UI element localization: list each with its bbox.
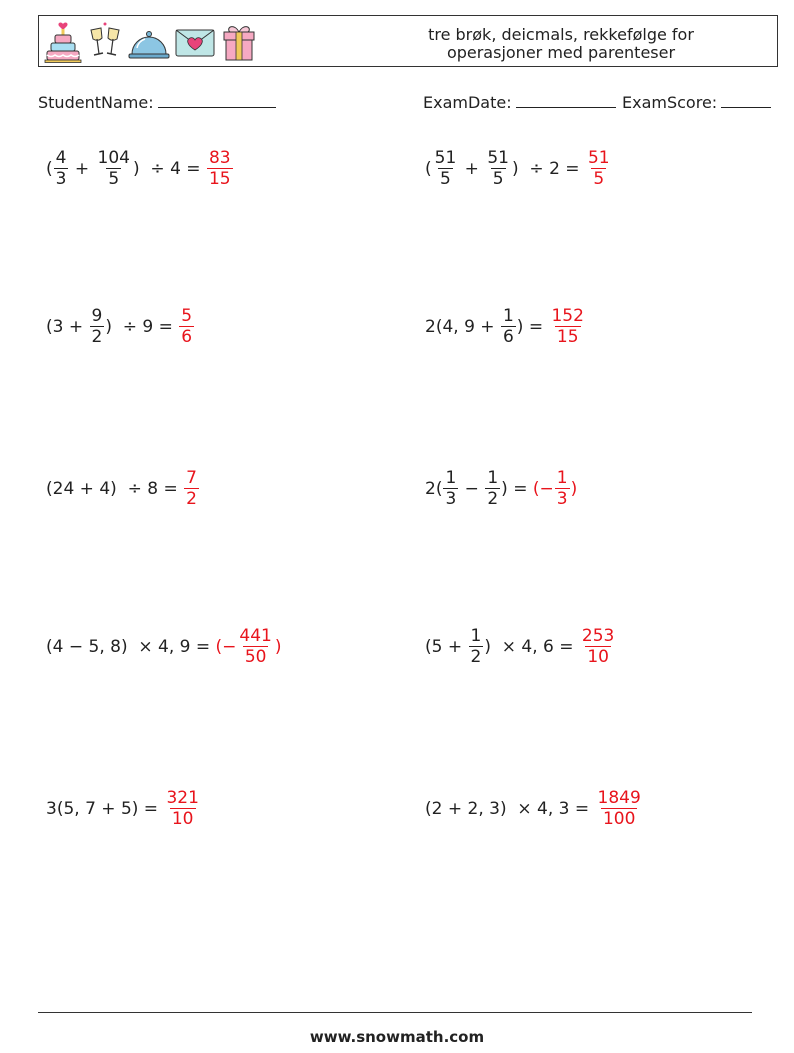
love-letter-icon bbox=[173, 20, 217, 64]
answer bbox=[533, 468, 577, 509]
answer bbox=[595, 788, 644, 829]
denominator: 10 bbox=[171, 809, 194, 829]
expression-text: 3(5, 7 + 5) = bbox=[46, 798, 164, 819]
problem-5 bbox=[46, 468, 200, 509]
expression-text: − bbox=[459, 478, 485, 499]
problem-8 bbox=[425, 626, 617, 667]
exam-date-blank[interactable] bbox=[516, 93, 616, 108]
expression-text: ) bbox=[570, 478, 578, 499]
denominator: 100 bbox=[602, 809, 636, 829]
fraction bbox=[207, 148, 233, 189]
serving-cloche-icon bbox=[127, 20, 171, 64]
numerator: 5 bbox=[181, 306, 193, 326]
numerator: 1 bbox=[445, 468, 457, 488]
denominator: 6 bbox=[181, 327, 193, 347]
problem-7 bbox=[46, 626, 282, 667]
denominator: 2 bbox=[487, 489, 499, 509]
student-name-label: StudentName: bbox=[38, 93, 154, 112]
numerator: 253 bbox=[581, 626, 615, 646]
denominator: 2 bbox=[186, 489, 197, 509]
expression-text: (24 + 4) ÷ 8 = bbox=[46, 478, 184, 499]
expression-text: 2(4, 9 + bbox=[425, 316, 500, 337]
fraction bbox=[443, 468, 458, 509]
expression-text: ) ÷ 9 = bbox=[105, 316, 179, 337]
expression-text: (4 − 5, 8) × 4, 9 = bbox=[46, 636, 216, 657]
problem-10 bbox=[425, 788, 644, 829]
fraction bbox=[433, 148, 459, 189]
problem-9 bbox=[46, 788, 202, 829]
denominator: 3 bbox=[55, 169, 67, 189]
problem-4 bbox=[425, 306, 587, 347]
denominator: 3 bbox=[445, 489, 457, 509]
expression-text: + bbox=[459, 158, 485, 179]
numerator: 9 bbox=[91, 306, 103, 326]
expression-text: ) bbox=[274, 636, 282, 657]
expression-text: (3 + bbox=[46, 316, 89, 337]
fraction bbox=[485, 468, 500, 509]
expression-text: (2 + 2, 3) × 4, 3 = bbox=[425, 798, 595, 819]
numerator: 83 bbox=[208, 148, 231, 168]
denominator: 5 bbox=[593, 169, 605, 189]
fraction bbox=[485, 148, 511, 189]
fraction bbox=[596, 788, 643, 829]
fraction bbox=[184, 468, 199, 509]
expression-text: (5 + bbox=[425, 636, 468, 657]
numerator: 1 bbox=[556, 468, 568, 488]
denominator: 2 bbox=[91, 327, 103, 347]
fraction bbox=[54, 148, 69, 189]
numerator: 7 bbox=[186, 468, 197, 488]
fraction bbox=[549, 306, 585, 347]
numerator: 1 bbox=[502, 306, 514, 326]
denominator: 5 bbox=[492, 169, 504, 189]
exam-score-field bbox=[622, 93, 771, 112]
answer bbox=[178, 306, 195, 347]
fraction bbox=[469, 626, 484, 667]
expression-text: + bbox=[69, 158, 95, 179]
fraction bbox=[90, 306, 105, 347]
footer-divider bbox=[38, 1012, 752, 1013]
answer bbox=[183, 468, 200, 509]
denominator: 5 bbox=[108, 169, 120, 189]
answer bbox=[163, 788, 201, 829]
expression-text: ( bbox=[46, 158, 53, 179]
fraction bbox=[580, 626, 616, 667]
expression-text: ) ÷ 2 = bbox=[511, 158, 585, 179]
answer bbox=[216, 626, 282, 667]
exam-score-label: ExamScore: bbox=[622, 93, 718, 112]
expression-text: ( bbox=[425, 158, 432, 179]
fraction bbox=[179, 306, 194, 347]
expression-text: ) = bbox=[516, 316, 549, 337]
exam-date-field bbox=[423, 93, 616, 112]
fraction bbox=[555, 468, 570, 509]
worksheet-title bbox=[401, 26, 721, 62]
answer bbox=[548, 306, 586, 347]
title-line-1: tre brøk, deicmals, rekkefølge for bbox=[428, 25, 694, 44]
title-line-2: operasjoner med parenteser bbox=[446, 43, 676, 62]
denominator: 15 bbox=[208, 169, 231, 189]
exam-date-label: ExamDate: bbox=[423, 93, 512, 112]
numerator: 321 bbox=[166, 788, 199, 808]
numerator: 1849 bbox=[597, 788, 641, 808]
answer bbox=[579, 626, 617, 667]
fraction bbox=[586, 148, 612, 189]
numerator: 51 bbox=[487, 148, 509, 168]
problem-3 bbox=[46, 306, 195, 347]
expression-text: 2( bbox=[425, 478, 443, 499]
student-name-field bbox=[38, 93, 276, 112]
numerator: 1 bbox=[487, 468, 499, 488]
answer bbox=[206, 148, 234, 189]
numerator: 1 bbox=[470, 626, 482, 646]
champagne-glasses-icon bbox=[85, 20, 125, 64]
expression-text: ) × 4, 6 = bbox=[484, 636, 579, 657]
worksheet-header bbox=[38, 15, 778, 67]
expression-text: (− bbox=[532, 478, 554, 499]
fraction bbox=[96, 148, 132, 189]
numerator: 152 bbox=[551, 306, 584, 326]
expression-text: ) = bbox=[501, 478, 533, 499]
numerator: 51 bbox=[587, 148, 610, 168]
denominator: 2 bbox=[470, 647, 482, 667]
answer bbox=[585, 148, 613, 189]
fraction bbox=[237, 626, 273, 667]
denominator: 10 bbox=[587, 647, 609, 667]
numerator: 104 bbox=[97, 148, 130, 168]
exam-score-blank[interactable] bbox=[721, 93, 771, 108]
denominator: 6 bbox=[502, 327, 514, 347]
gift-box-icon bbox=[219, 20, 259, 64]
denominator: 5 bbox=[440, 169, 451, 189]
student-name-blank[interactable] bbox=[158, 93, 276, 108]
numerator: 441 bbox=[239, 626, 272, 646]
problem-1 bbox=[46, 148, 234, 189]
cake-icon bbox=[43, 20, 83, 64]
header-icons bbox=[43, 19, 259, 65]
problem-6 bbox=[425, 468, 577, 509]
denominator: 15 bbox=[556, 327, 579, 347]
expression-text: (− bbox=[215, 636, 237, 657]
problem-2 bbox=[425, 148, 613, 189]
fraction bbox=[164, 788, 200, 829]
numerator: 4 bbox=[55, 148, 67, 168]
expression-text: ) ÷ 4 = bbox=[132, 158, 206, 179]
denominator: 3 bbox=[556, 489, 568, 509]
fraction bbox=[501, 306, 516, 347]
denominator: 50 bbox=[244, 647, 267, 667]
numerator: 51 bbox=[434, 148, 457, 168]
footer-url: www.snowmath.com bbox=[309, 1028, 485, 1046]
